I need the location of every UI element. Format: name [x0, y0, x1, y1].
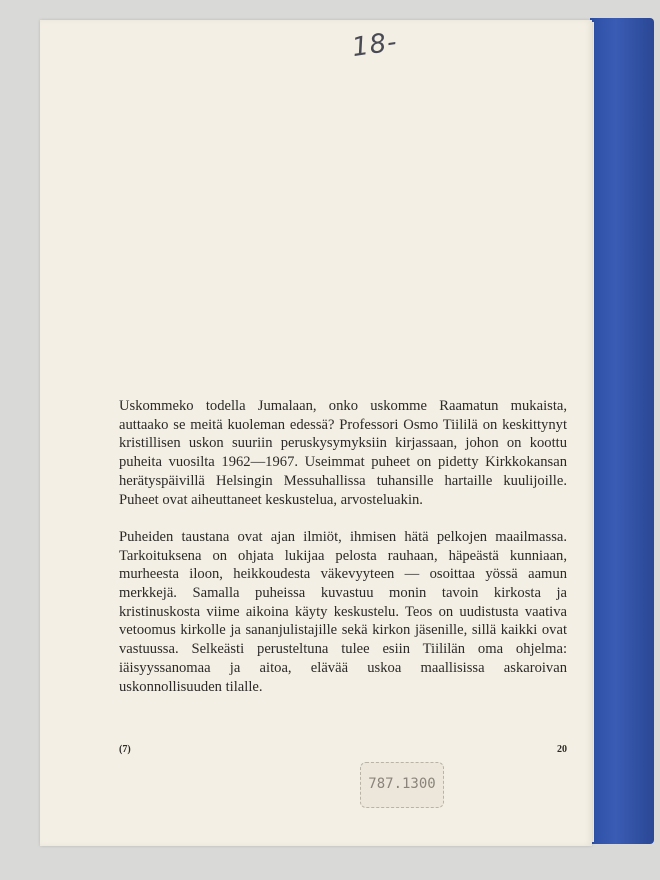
price-sticker-text: 787.1300	[368, 776, 436, 792]
footer-code: (7)	[119, 744, 131, 755]
footer-number: 20	[557, 744, 567, 755]
book-spine	[590, 18, 654, 844]
blurb-text	[119, 397, 567, 696]
handwritten-price: 18-	[350, 26, 400, 64]
blurb-paragraph-1: Uskommeko todella Jumalaan, onko uskomme Raamatun mukaista, auttaako se meitä kuoleman edessä? Professori Osmo Tiililä on keskittynyt kristillisen uskon suuriin peruskysymyksiin kirjassaan, johon on koottu puheita vuosilta 1962—1967. Useimmat puheet on pidetty Kirkkokansan herätyspäivillä Helsingin Messuhallissa tuhansille hartaille kuulijoille. Puheet ovat aiheuttaneet keskustelua, arvosteluakin.	[119, 398, 567, 508]
blurb-paragraph-2: Puheiden taustana ovat ajan ilmiöt, ihmisen hätä pelkojen maailmassa. Tarkoituksena on ohjata lukijaa pelosta rauhaan, häpeästä kunniaan, murheesta iloon, heikkoudesta väkevyyteen — osoittaa yössä aamun merkkejä. Samalla puheissa kuvastuu monin tavoin kirkosta ja kristinuskosta viime aikoina käyty keskustelu. Teos on uudistusta vaativa vetoomus kirkolle ja sananjulistajille sekä kirkon jäsenille, sillä kaikki ovat vastuussa. Selkeästi perusteltuna tulee esiin Tiililän oma ohjelma: iäisyyssanomaa ja aitoa, elävää uskoa maallisissa askaroivan uskonnollisuuden tilalle.	[119, 528, 567, 695]
price-sticker	[360, 762, 444, 808]
